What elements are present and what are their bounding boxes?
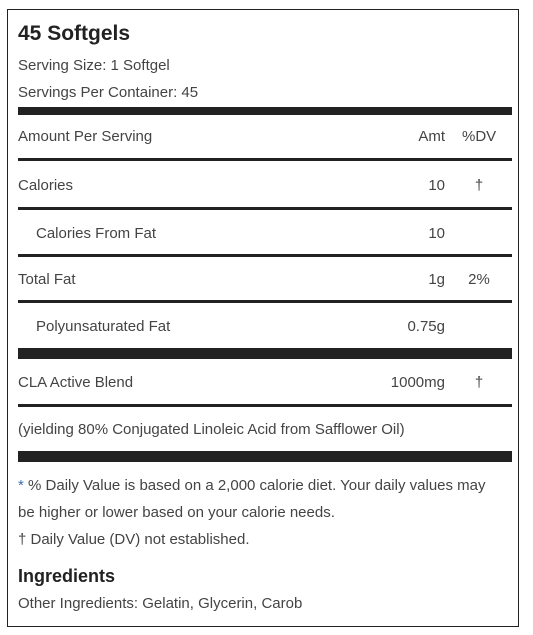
row-calories-from-fat-amt: 10: [428, 225, 445, 242]
dagger-footnote: † Daily Value (DV) not established.: [18, 531, 250, 548]
row-total-fat-dv: 2%: [468, 271, 490, 288]
divider: [18, 404, 512, 407]
row-cla-active-blend-label: CLA Active Blend: [18, 374, 134, 391]
row-cla-active-blend-amt: 1000mg: [390, 374, 445, 391]
panel-title: 45 Softgels: [18, 22, 131, 45]
column-label-amount-per-serving: Amount Per Serving: [18, 128, 153, 145]
row-calories-from-fat-label: Calories From Fat: [36, 225, 157, 242]
row-polyunsaturated-fat-amt: 0.75g: [407, 318, 445, 335]
serving-size: Serving Size: 1 Softgel: [18, 57, 170, 74]
dv-footnote-line-2: be higher or lower based on your calorie needs.: [18, 504, 335, 521]
divider-thick: [18, 451, 512, 462]
yield-note: (yielding 80% Conjugated Linoleic Acid from Safflower Oil): [18, 421, 405, 438]
divider-thick: [18, 107, 512, 115]
divider-thick: [18, 348, 512, 359]
column-header-dv: %DV: [462, 128, 497, 145]
divider: [18, 300, 512, 303]
dv-footnote-text-1: % Daily Value is based on a 2,000 calorie diet. Your daily values may: [23, 477, 486, 494]
divider: [18, 158, 512, 161]
row-cla-active-blend-dv: †: [474, 374, 484, 391]
row-calories-amt: 10: [428, 177, 445, 194]
ingredients-text: Other Ingredients: Gelatin, Glycerin, Carob: [18, 595, 303, 612]
row-calories-dv: †: [474, 177, 484, 194]
ingredients-heading: Ingredients: [18, 566, 116, 586]
divider: [18, 254, 512, 257]
row-polyunsaturated-fat-label: Polyunsaturated Fat: [36, 318, 171, 335]
dv-footnote-line-1: [18, 477, 486, 494]
asterisk-marker: *: [18, 477, 24, 494]
row-total-fat-label: Total Fat: [18, 271, 76, 288]
row-total-fat-amt: 1g: [428, 271, 445, 288]
servings-per-container: Servings Per Container: 45: [18, 84, 199, 101]
row-calories-label: Calories: [18, 177, 74, 194]
column-header-amt: Amt: [418, 128, 445, 145]
divider: [18, 207, 512, 210]
